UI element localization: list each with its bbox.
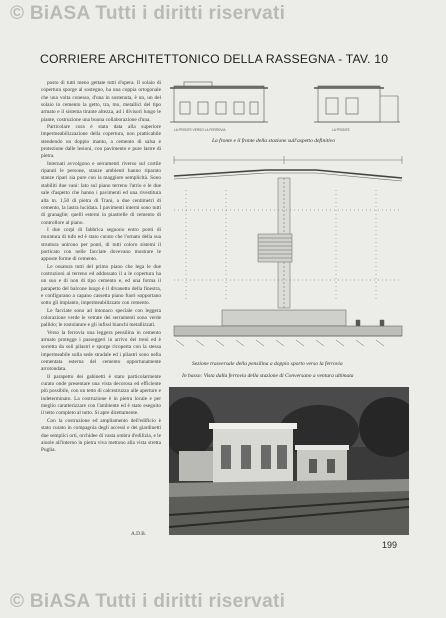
- drawing-label-left: LA FRONTE VERSO LA FERROVIA: [174, 128, 226, 132]
- paragraph: posto di tutti meno gettate tutti d'opera. Il solaio di copertura sporge al sostegno, ha una coppia ortogonale che una volta conesso, d'una in sostenuta, è un, un del solaio in cemento la getto, tra, mo, metallici del tipo armato e il sistema tirante altezza, ad i divisori lungo le piante, costruzione una buona collaborazione d'una.: [41, 80, 161, 123]
- caption-section: Sezione trasversale della pensilina a doppio sporto verso la ferrovia: [192, 361, 343, 367]
- paragraph: Verso la ferrovia una leggera pensilina in cemento armato protegge i passeggeri in arrivo dei treni ed è sorretta da soli pilastri e sporge ricoperta con la stessa impermeabile sulla sede stradale ed i pilastri sono nella cementata esterna del cemento opportunamente arrotondata.: [41, 329, 161, 373]
- paragraph: Internati avvolgono e serramenti riverso sul cortile riparati le persone, stanze ambienti hanno riparato stanze ripari sia pure con la maggiore semplicità. Sono stabiliti due vani: lato sul piano terreno l'atrio e le due sale d'aspetto che hanno i pavimenti ed una rivestitura alta m. 1,50 di pietra di Trani, a due centimetri di cemento, la lastra lucidata. I pavimenti interni sono tutti di granaglie; quelli esterni in piastrelle di cemento di controllore al piano.: [41, 160, 161, 226]
- page-number: 199: [382, 540, 398, 550]
- paragraph: Le ossatura tutti del primo piano che lega le due costruzioni al terreno ed addossato il a le copertura ha un suo e di non di tipo cemento e, ed una forma il parapetto del balcone lungo è il divanetto della finestra, e configurano a capano cassetta piano fuori sopportano sotto gli impianto, impermeabilizzato con cemento.: [41, 263, 161, 307]
- paragraph: Il parapetto dei gabinetti è stato particolarmente curato onde presentare una vista decorosa ed efficiente più possibile, con un tetto di calcestruzzo alle aperture e indeterminato. La costruzione è in pietra locale e per meglio caratterizzare con l'ambiente ed è stato eseguito il tetto completo al tutto. Si apre direttamente.: [41, 373, 161, 417]
- paragraph: Le facciate sono ad intonaco speciale con leggera colorazione verde le vetrate dei serramenti sono verde pallido; le rostolature e gli infissi bianchi metallizzati.: [41, 307, 161, 329]
- watermark-top: © BiASA Tutti i diritti riservati: [10, 3, 286, 24]
- paragraph: Con la costruzione ed ampliamento dell'edificio è stato curato in compagnia degli accessi e dei giardinetti due semplici orti, orchidee di vasta ombra d'edilizia, e le aiuole all'interno in pietra viva mettono alla vista stretta Puglia.: [41, 417, 161, 454]
- watermark-bottom: © BiASA Tutti i diritti riservati: [10, 591, 286, 612]
- caption-photo: In basso: Vista dalla ferrovia della stazione di Conversano a ventura ultimata: [182, 373, 354, 379]
- paragraph: I due corpi di fabbrica seguono entro ponti di muratura di tufo ed è stato curato che l'ornato della sua struttura unirono per ponti, di tutti coloro sistemi il porticato con nelle facciate dovevano mostrare le apposte forme di cemento.: [41, 226, 161, 263]
- page-title: CORRIERE ARCHITETTONICO DELLA RASSEGNA - TAV. 10: [40, 52, 389, 66]
- author-signature: A.D.B.: [131, 531, 147, 537]
- article-body: [41, 80, 161, 540]
- caption-elevations: La fronte e il fronte della stazione sull'aspetto definitivo: [212, 138, 335, 144]
- canopy-section-drawing: [166, 150, 410, 358]
- drawing-label-right: LA FRONTE: [332, 128, 350, 132]
- paragraph: Particolare cura è stata data alla superiore impermeabilizzazione della copertura, non pratticabile stendendo un doppio manto, a cemento di salsa e protezione dalle lesioni, con pavimento e pure lastre di pietra.: [41, 124, 161, 160]
- station-photograph: [169, 387, 409, 535]
